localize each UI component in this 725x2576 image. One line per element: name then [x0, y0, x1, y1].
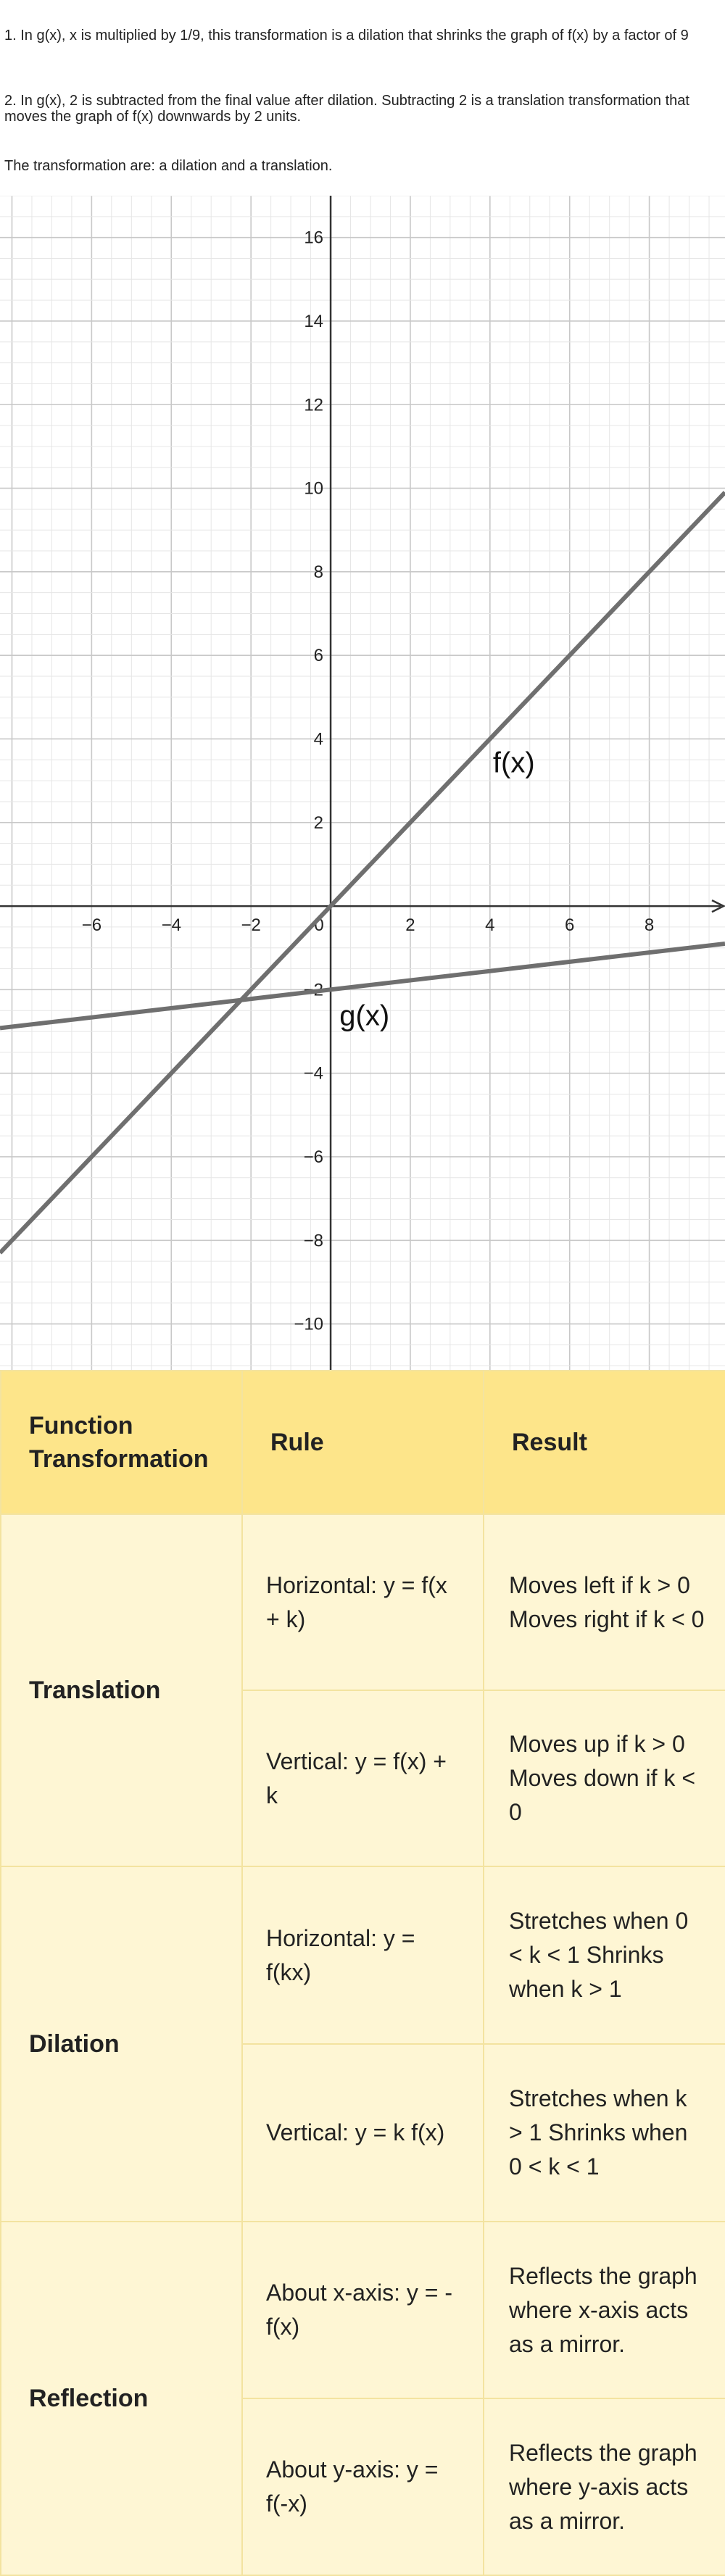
group-translation: Translation: [1, 1514, 242, 1866]
explanation-line-2: 2. In g(x), 2 is subtracted from the final value after dilation. Subtracting 2 is a translation transformation that moves the graph of f(x) downwards by 2 units.: [4, 93, 689, 125]
rule-cell: Vertical: y = f(x) + k: [242, 1690, 484, 1866]
graph-canvas: [0, 196, 725, 1370]
y-tick-label: −6: [303, 1147, 324, 1167]
x-tick-label: −6: [81, 915, 102, 936]
result-cell: Moves left if k > 0 Moves right if k < 0: [484, 1514, 725, 1690]
y-tick-label: −10: [294, 1314, 324, 1334]
y-tick-label: 6: [313, 646, 324, 666]
y-tick-label: −4: [303, 1063, 324, 1084]
explanation-line-3: The transformation are: a dilation and a translation.: [4, 158, 333, 174]
y-tick-label: 2: [313, 813, 324, 833]
y-tick-label: 12: [304, 395, 324, 415]
result-cell: Reflects the graph where y-axis acts as a mirror.: [484, 2398, 725, 2575]
table-row: [1, 2222, 725, 2398]
y-tick-label: 16: [304, 228, 324, 248]
group-dilation: Dilation: [1, 1866, 242, 2222]
x-tick-label: −2: [241, 915, 261, 936]
header-function-transformation: Function Transformation: [1, 1371, 242, 1514]
result-cell: Reflects the graph where x-axis acts as a mirror.: [484, 2222, 725, 2398]
result-cell: Moves up if k > 0 Moves down if k < 0: [484, 1690, 725, 1866]
transformation-table-grid: [0, 1370, 725, 2576]
rule-cell: Horizontal: y = f(x + k): [242, 1514, 484, 1690]
explanation-line-1: 1. In g(x), x is multiplied by 1/9, this transformation is a dilation that shrinks the graph of f(x) by a factor of 9: [4, 28, 689, 43]
rule-cell: About x-axis: y = - f(x): [242, 2222, 484, 2398]
x-tick-label: 6: [565, 915, 575, 936]
explanation-text: [0, 0, 725, 196]
rule-cell: About y-axis: y = f(-x): [242, 2398, 484, 2575]
y-tick-label: 4: [313, 729, 324, 749]
x-tick-label: 8: [644, 915, 655, 936]
x-tick-label: 2: [405, 915, 415, 936]
series-line-fx: [0, 492, 725, 1252]
result-cell: Stretches when k > 1 Shrinks when 0 < k < 1: [484, 2044, 725, 2222]
group-reflection: Reflection: [1, 2222, 242, 2575]
y-tick-label: −2: [303, 980, 324, 1000]
x-tick-label: 0: [314, 915, 324, 936]
series-label: f(x): [492, 747, 535, 779]
series-label: g(x): [339, 1000, 390, 1032]
transformation-table: [0, 1370, 725, 2575]
header-result: Result: [484, 1371, 725, 1514]
y-tick-label: 14: [304, 311, 324, 331]
header-rule: Rule: [242, 1371, 484, 1514]
rule-cell: Horizontal: y = f(kx): [242, 1866, 484, 2044]
rule-cell: Vertical: y = k f(x): [242, 2044, 484, 2222]
x-tick-label: 4: [485, 915, 495, 936]
y-tick-label: 10: [304, 478, 324, 499]
y-tick-label: 8: [313, 562, 324, 582]
table-row: [1, 1866, 725, 2044]
result-cell: Stretches when 0 < k < 1 Shrinks when k > 1: [484, 1866, 725, 2044]
function-graph: [0, 196, 725, 1370]
y-tick-label: −8: [303, 1231, 324, 1251]
x-tick-label: −4: [161, 915, 181, 936]
table-row: [1, 1514, 725, 1690]
table-header-row: [1, 1371, 725, 1514]
